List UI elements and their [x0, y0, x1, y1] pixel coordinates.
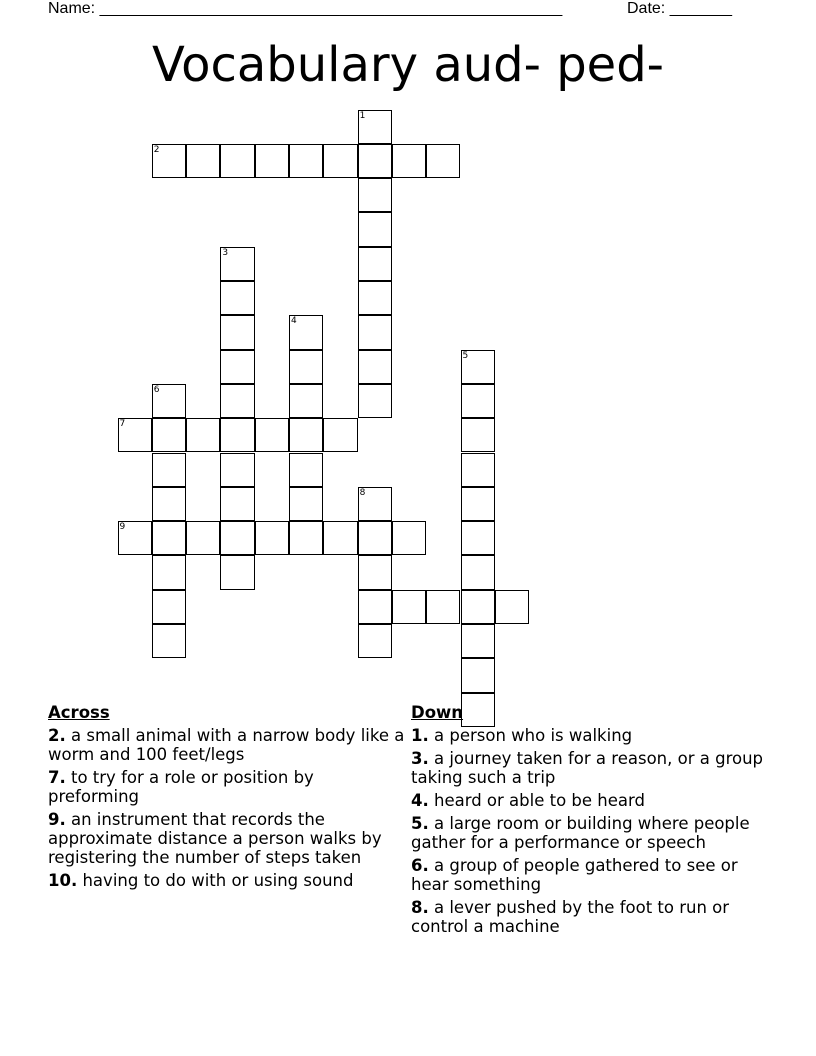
grid-cell[interactable]: [152, 418, 186, 452]
grid-cell[interactable]: [186, 521, 220, 555]
grid-cell[interactable]: [358, 350, 392, 384]
grid-cell[interactable]: [152, 487, 186, 521]
grid-cell[interactable]: [220, 521, 254, 555]
grid-cell[interactable]: [152, 453, 186, 487]
clue-text: a person who is walking: [428, 726, 633, 745]
clue-down-8: [411, 898, 771, 936]
grid-cell[interactable]: [152, 555, 186, 589]
grid-cell-1[interactable]: [358, 110, 392, 144]
grid-cell[interactable]: [220, 555, 254, 589]
clue-across-7: [48, 768, 408, 806]
clue-text: to try for a role or position by preforming: [48, 768, 314, 806]
grid-cell[interactable]: [289, 350, 323, 384]
grid-cell[interactable]: [220, 315, 254, 349]
grid-cell[interactable]: [289, 384, 323, 418]
grid-cell[interactable]: [461, 487, 495, 521]
grid-cell[interactable]: [289, 487, 323, 521]
grid-cell-5[interactable]: [461, 350, 495, 384]
clue-text: an instrument that records the approximate distance a person walks by registering the number of steps taken: [48, 810, 382, 867]
grid-cell-7[interactable]: [118, 418, 152, 452]
grid-cell[interactable]: [358, 212, 392, 246]
page-title: Vocabulary aud- ped-: [152, 37, 664, 93]
clue-number-label: 2: [153, 144, 160, 155]
across-heading: Across: [48, 703, 110, 722]
grid-cell[interactable]: [323, 144, 357, 178]
clue-text: a small animal with a narrow body like a worm and 100 feet/legs: [48, 726, 405, 764]
grid-cell[interactable]: [461, 624, 495, 658]
grid-cell[interactable]: [461, 555, 495, 589]
clue-down-1: [411, 726, 771, 745]
clue-down-5: [411, 814, 771, 852]
grid-cell[interactable]: [392, 521, 426, 555]
grid-cell[interactable]: [461, 521, 495, 555]
clue-number: 9.: [48, 810, 66, 829]
grid-cell[interactable]: [461, 453, 495, 487]
clue-text: having to do with or using sound: [77, 871, 354, 890]
grid-cell[interactable]: [220, 384, 254, 418]
grid-cell[interactable]: [255, 418, 289, 452]
down-clues: [411, 703, 771, 940]
grid-cell[interactable]: [186, 418, 220, 452]
clue-number-label: 9: [119, 522, 126, 533]
grid-cell[interactable]: [358, 521, 392, 555]
clue-number: 8.: [411, 898, 429, 917]
grid-cell[interactable]: [152, 624, 186, 658]
grid-cell[interactable]: [289, 453, 323, 487]
clue-number: 4.: [411, 791, 429, 810]
grid-cell[interactable]: [358, 315, 392, 349]
grid-cell[interactable]: [426, 144, 460, 178]
grid-cell[interactable]: [392, 144, 426, 178]
clue-across-10: [48, 871, 408, 890]
clue-number-label: 7: [119, 419, 126, 430]
clue-number: 6.: [411, 856, 429, 875]
grid-cell-6[interactable]: [152, 384, 186, 418]
clue-down-6: [411, 856, 771, 894]
grid-cell[interactable]: [358, 144, 392, 178]
clue-number: 3.: [411, 749, 429, 768]
grid-cell[interactable]: [358, 384, 392, 418]
grid-cell[interactable]: [358, 590, 392, 624]
grid-cell[interactable]: [220, 418, 254, 452]
clue-number-label: 5: [462, 350, 469, 361]
clue-text: a group of people gathered to see or hear something: [411, 856, 738, 894]
grid-cell[interactable]: [495, 590, 529, 624]
grid-cell[interactable]: [220, 281, 254, 315]
grid-cell[interactable]: [220, 350, 254, 384]
clue-number: 10.: [48, 871, 78, 890]
grid-cell[interactable]: [152, 590, 186, 624]
grid-cell[interactable]: [255, 144, 289, 178]
grid-cell[interactable]: [392, 590, 426, 624]
grid-cell[interactable]: [220, 144, 254, 178]
clue-number-label: 4: [291, 316, 297, 327]
grid-cell[interactable]: [461, 384, 495, 418]
grid-cell[interactable]: [289, 144, 323, 178]
down-heading: Down: [411, 703, 464, 722]
clue-number-label: 6: [153, 384, 160, 395]
clue-number-label: 8: [359, 487, 366, 498]
grid-cell[interactable]: [323, 418, 357, 452]
clue-text: a large room or building where people gather for a performance or speech: [411, 814, 750, 852]
clue-down-3: [411, 749, 771, 787]
grid-cell[interactable]: [426, 590, 460, 624]
clue-number-label: 1: [359, 110, 366, 121]
clue-text: a lever pushed by the foot to run or control a machine: [411, 898, 730, 936]
grid-cell[interactable]: [461, 418, 495, 452]
grid-cell[interactable]: [289, 521, 323, 555]
across-clues: [48, 703, 408, 894]
clue-number: 5.: [411, 814, 429, 833]
grid-cell-3[interactable]: [220, 247, 254, 281]
clue-across-9: [48, 810, 408, 867]
clue-number: 7.: [48, 768, 66, 787]
clue-number: 2.: [48, 726, 66, 745]
grid-cell[interactable]: [220, 453, 254, 487]
clue-text: heard or able to be heard: [428, 791, 645, 810]
grid-cell-2[interactable]: [152, 144, 186, 178]
grid-cell[interactable]: [358, 555, 392, 589]
clue-text: a journey taken for a reason, or a group taking such a trip: [411, 749, 764, 787]
grid-cell[interactable]: [358, 624, 392, 658]
grid-cell[interactable]: [255, 521, 289, 555]
grid-cell[interactable]: [358, 178, 392, 212]
clue-across-2: [48, 726, 408, 764]
grid-cell-9[interactable]: [118, 521, 152, 555]
grid-cell[interactable]: [461, 590, 495, 624]
grid-cell[interactable]: [220, 487, 254, 521]
clue-number-label: 3: [222, 247, 229, 258]
grid-cell[interactable]: [358, 247, 392, 281]
clue-down-4: [411, 791, 771, 810]
grid-cell-4[interactable]: [289, 315, 323, 349]
grid-cell[interactable]: [323, 521, 357, 555]
grid-cell[interactable]: [152, 521, 186, 555]
date-field[interactable]: Date: _______: [627, 0, 732, 17]
name-field[interactable]: Name: ____________________________________________________: [48, 0, 563, 17]
grid-cell[interactable]: [358, 281, 392, 315]
grid-cell[interactable]: [186, 144, 220, 178]
grid-cell[interactable]: [461, 658, 495, 692]
grid-cell[interactable]: [289, 418, 323, 452]
clue-number: 1.: [411, 726, 429, 745]
grid-cell-8[interactable]: [358, 487, 392, 521]
